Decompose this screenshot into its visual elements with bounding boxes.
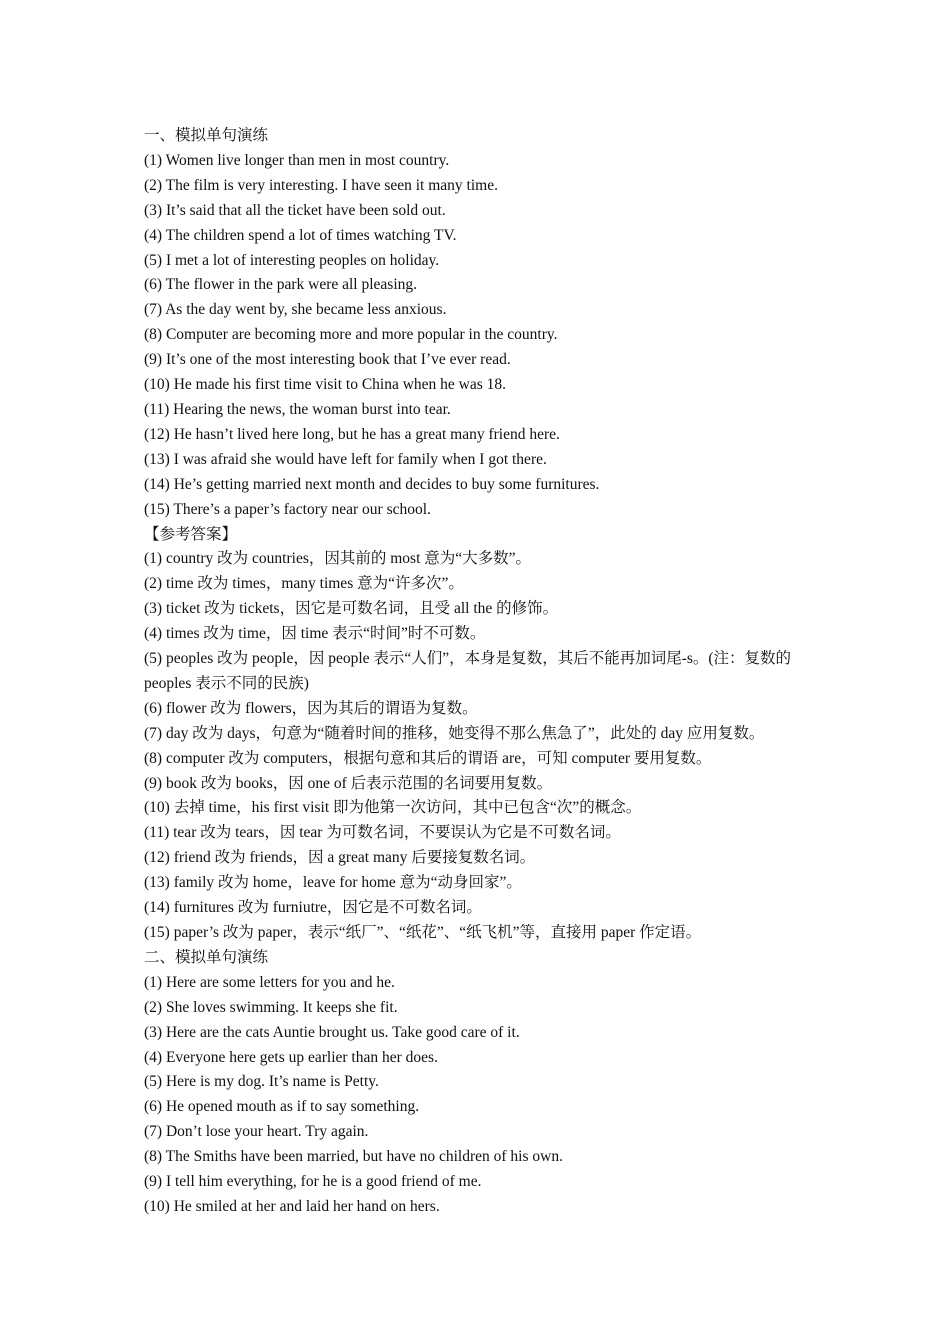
exercise-item: (14) He’s getting married next month and decides to buy some furnitures. [144,475,600,493]
exercise-item: (9) It’s one of the most interesting book that I’ve ever read. [144,351,511,369]
exercise-item: (6) The flower in the park were all pleasing. [144,276,418,294]
exercise-item: (7) Don’t lose your heart. Try again. [144,1123,369,1141]
answer-item: (8) computer 改为 computers，根据句意和其后的谓语 are，可知 computer 要用复数。 [144,749,712,767]
exercise-item: (8) The Smiths have been married, but have no children of his own. [144,1148,563,1166]
exercise-item: (12) He hasn’t lived here long, but he has a great many friend here. [144,425,560,443]
answer-item: (12) friend 改为 friends，因 a great many 后要接复数名词。 [144,849,536,867]
document-page [144,124,824,1220]
exercise-item: (7) As the day went by, she became less anxious. [144,301,447,319]
exercise-item: (1) Women live longer than men in most country. [144,151,450,169]
exercise-item: (10) He smiled at her and laid her hand on hers. [144,1197,440,1215]
exercise-item: (5) I met a lot of interesting peoples on holiday. [144,251,440,269]
answer-item: (9) book 改为 books，因 one of 后表示范围的名词要用复数。 [144,774,553,792]
exercise-item: (4) The children spend a lot of times watching TV. [144,226,457,244]
answer-item: (3) ticket 改为 tickets，因它是可数名词，且受 all the 的修饰。 [144,600,559,618]
answers-list [144,547,824,946]
exercise-item: (9) I tell him everything, for he is a good friend of me. [144,1173,482,1191]
answer-item: (11) tear 改为 tears，因 tear 为可数名词，不要误认为它是不可数名词。 [144,824,621,842]
answer-item: (7) day 改为 days，句意为“随着时间的推移，她变得不那么焦急了”，此处的 day 应用复数。 [144,724,765,742]
section1-list [144,149,824,523]
section2-heading: 二、模拟单句演练 [144,948,269,966]
exercise-item: (11) Hearing the news, the woman burst into tear. [144,400,451,418]
answer-item: (13) family 改为 home，leave for home 意为“动身回家”。 [144,874,522,892]
exercise-item: (8) Computer are becoming more and more popular in the country. [144,326,558,344]
exercise-item: (4) Everyone here gets up earlier than her does. [144,1048,438,1066]
answers-heading: 【参考答案】 [144,525,238,543]
exercise-item: (2) She loves swimming. It keeps she fit. [144,998,398,1016]
answer-item: (5) peoples 改为 people，因 people 表示“人们”，本身是复数，其后不能再加词尾-s。(注：复数的 peoples 表示不同的民族) [144,650,792,692]
exercise-item: (3) Here are the cats Auntie brought us. Take good care of it. [144,1023,520,1041]
exercise-item: (5) Here is my dog. It’s name is Petty. [144,1073,379,1091]
exercise-item: (2) The film is very interesting. I have seen it many time. [144,176,498,194]
exercise-item: (1) Here are some letters for you and he. [144,973,395,991]
exercise-item: (15) There’s a paper’s factory near our school. [144,500,431,518]
answer-item: (10) 去掉 time，his first visit 即为他第一次访问，其中已包含“次”的概念。 [144,799,642,817]
answer-item: (2) time 改为 times，many times 意为“许多次”。 [144,575,464,593]
exercise-item: (6) He opened mouth as if to say something. [144,1098,420,1116]
exercise-item: (3) It’s said that all the ticket have been sold out. [144,201,446,219]
section1-heading: 一、模拟单句演练 [144,127,269,144]
answer-item: (14) furnitures 改为 furniutre，因它是不可数名词。 [144,899,482,917]
answer-item: (1) country 改为 countries，因其前的 most 意为“大多数”。 [144,550,532,568]
section2-list [144,971,824,1220]
answer-item: (4) times 改为 time，因 time 表示“时间”时不可数。 [144,625,486,643]
exercise-item: (10) He made his first time visit to China when he was 18. [144,376,507,394]
exercise-item: (13) I was afraid she would have left for family when I got there. [144,450,547,468]
answer-item: (6) flower 改为 flowers，因为其后的谓语为复数。 [144,699,478,717]
answer-item: (15) paper’s 改为 paper，表示“纸厂”、“纸花”、“纸飞机”等，直接用 paper 作定语。 [144,924,702,941]
